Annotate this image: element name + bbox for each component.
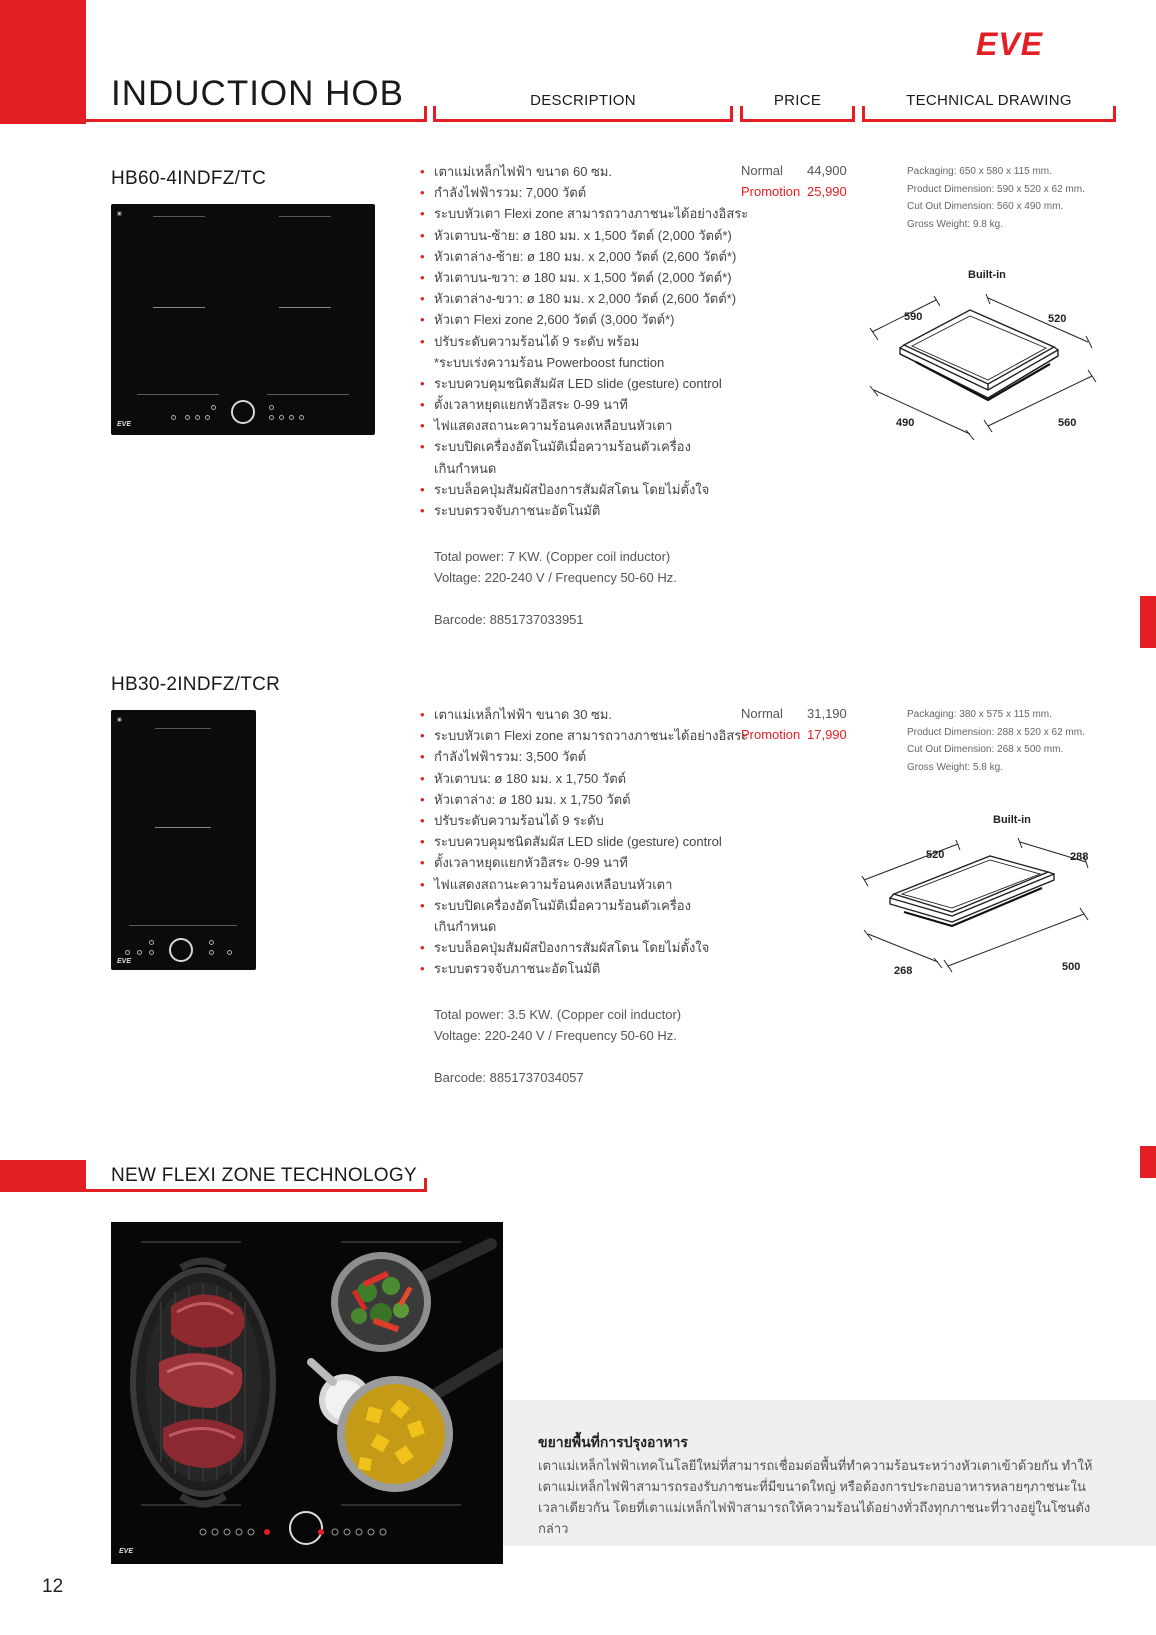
product-1-feature-item: • หัวเตาล่าง-ซ้าย: ø 180 มม. x 2,000 วัตต์ (2,600 วัตต์*) <box>420 246 748 267</box>
product-1-packaging: Packaging: 650 x 580 x 115 mm. <box>907 166 1052 177</box>
product-2-gross-weight: Gross Weight: 5.8 kg. <box>907 761 1003 773</box>
product-2-touch-control <box>209 950 214 955</box>
product-2-hob-brand: EVE <box>117 958 132 965</box>
flexi-photo-illustration <box>111 1222 503 1564</box>
product-1-dim-top-right: 520 <box>1048 313 1067 325</box>
product-2-feature-item: • หัวเตาล่าง: ø 180 มม. x 1,750 วัตต์ <box>420 789 748 810</box>
product-1-feature-item: • ระบบปิดเครื่องอัตโนมัติเมื่อความร้อนตัวเครื่อง <box>420 436 748 457</box>
product-2-promo-price-row <box>741 727 847 742</box>
flexi-zone-cooking-photo <box>111 1222 503 1564</box>
page-title: INDUCTION HOB <box>111 74 404 113</box>
product-2-feature-item: • ปรับระดับความร้อนได้ 9 ระดับ <box>420 810 748 831</box>
title-underline-tick <box>424 106 427 122</box>
product-1-hob-image <box>111 204 375 435</box>
product-2-control-knob <box>169 938 193 962</box>
product-1-hob-brand: EVE <box>117 421 132 428</box>
product-1-touch-control <box>211 405 216 410</box>
product-2-feature-item: • ระบบตรวจจับภาชนะอัตโนมัติ <box>420 958 748 979</box>
product-2-tech-specs <box>907 706 1085 776</box>
flexi-title-underline-tick <box>424 1178 427 1192</box>
flexi-title-underline <box>86 1189 427 1192</box>
product-1-touch-control <box>171 415 176 420</box>
product-2-dim-bottom-left: 268 <box>894 965 913 977</box>
product-1-zone-line <box>279 307 331 308</box>
right-edge-marker-1 <box>1140 596 1156 648</box>
product-1-control-knob <box>231 400 255 424</box>
product-2-zone-line <box>155 728 211 729</box>
product-2-feature-item: • กำลังไฟฟ้ารวม: 3,500 วัตต์ <box>420 746 748 767</box>
product-1-feature-item: • ระบบตรวจจับภาชนะอัตโนมัติ <box>420 500 748 521</box>
product-1-touch-control <box>269 415 274 420</box>
product-1-touch-control <box>185 415 190 420</box>
product-2-hob-corner-logo: ▣ <box>117 717 122 723</box>
product-2-feature-item: • ระบบล็อคปุ่มสัมผัสป้องการสัมผัสโดน โดยไม่ตั้งใจ <box>420 937 748 958</box>
product-1-feature-item: • ระบบควบคุมชนิดสัมผัส LED slide (gesture) control <box>420 373 748 394</box>
column-header-technical-drawing: TECHNICAL DRAWING <box>906 92 1072 109</box>
product-1-touch-control <box>269 405 274 410</box>
product-2-normal-price-row <box>741 706 847 721</box>
product-2-normal-price: 31,190 <box>807 706 847 721</box>
product-1-barcode: Barcode: 8851737033951 <box>434 612 584 627</box>
product-1-feature-item: เกินกำหนด <box>434 460 497 476</box>
description-underline-tick-right <box>730 106 733 122</box>
product-2-feature-item: • ระบบปิดเครื่องอัตโนมัติเมื่อความร้อนตัวเครื่อง <box>420 895 748 916</box>
drawing-underline-tick-left <box>862 106 865 122</box>
eve-logo <box>974 26 1064 62</box>
product-1-touch-control <box>289 415 294 420</box>
product-1-normal-price-row <box>741 163 847 178</box>
product-2-dim-top-left: 520 <box>926 849 945 861</box>
header-red-bar <box>0 0 86 124</box>
product-1-feature-item: • ปรับระดับความร้อนได้ 9 ระดับ พร้อม <box>420 331 748 352</box>
product-2-touch-control <box>125 950 130 955</box>
product-1-feature-item: • ระบบหัวเตา Flexi zone สามารถวางภาชนะได้อย่างอิสระ <box>420 203 748 224</box>
product-1-touch-control <box>299 415 304 420</box>
flexi-section-title: NEW FLEXI ZONE TECHNOLOGY <box>111 1165 417 1186</box>
product-1-feature-item: • หัวเตา Flexi zone 2,600 วัตต์ (3,000 วัตต์*) <box>420 309 748 330</box>
column-header-description: DESCRIPTION <box>530 92 636 109</box>
title-underline <box>86 119 427 122</box>
product-1-touch-control <box>205 415 210 420</box>
product-2-feature-item: • ไฟแสดงสถานะความร้อนคงเหลือบนหัวเตา <box>420 874 748 895</box>
product-1-hob-corner-logo: ▣ <box>117 211 122 217</box>
product-2-hob-image <box>111 710 256 970</box>
product-1-feature-item: • หัวเตาบน-ซ้าย: ø 180 มม. x 1,500 วัตต์ (2,000 วัตต์*) <box>420 225 748 246</box>
product-2-promo-label: Promotion <box>741 727 801 742</box>
product-1-cutout-dimension: Cut Out Dimension: 560 x 490 mm. <box>907 201 1064 212</box>
product-2-touch-control <box>149 940 154 945</box>
drawing-underline-tick-right <box>1113 106 1116 122</box>
product-1-feature-item: • กำลังไฟฟ้ารวม: 7,000 วัตต์ <box>420 182 748 203</box>
product-1-zone-line <box>137 394 219 395</box>
drawing-underline <box>862 119 1116 122</box>
product-1-gross-weight: Gross Weight: 9.8 kg. <box>907 218 1003 230</box>
product-1-zone-line <box>267 394 349 395</box>
flexi-description-heading: ขยายพื้นที่การปรุงอาหาร <box>538 1434 688 1450</box>
product-1-dim-bottom-left: 490 <box>896 417 915 429</box>
product-1-feature-item: • ไฟแสดงสถานะความร้อนคงเหลือบนหัวเตา <box>420 415 748 436</box>
product-2-touch-control <box>137 950 142 955</box>
product-1-built-in-label: Built-in <box>968 269 1006 281</box>
product-2-cutout-dimension: Cut Out Dimension: 268 x 500 mm. <box>907 744 1064 755</box>
product-1-voltage: Voltage: 220-240 V / Frequency 50-60 Hz. <box>434 570 677 585</box>
price-underline-tick-left <box>740 106 743 122</box>
product-1-dim-bottom-right: 560 <box>1058 417 1077 429</box>
product-2-voltage: Voltage: 220-240 V / Frequency 50-60 Hz. <box>434 1028 677 1043</box>
product-1-zone-line <box>279 216 331 217</box>
product-1-touch-control <box>279 415 284 420</box>
product-1-total-power: Total power: 7 KW. (Copper coil inductor) <box>434 549 671 564</box>
product-2-touch-control <box>227 950 232 955</box>
product-1-zone-line <box>153 307 205 308</box>
product-2-touch-control <box>209 940 214 945</box>
column-header-price: PRICE <box>773 92 822 109</box>
right-edge-marker-2 <box>1140 1146 1156 1178</box>
svg-text:EVE: EVE <box>976 26 1044 62</box>
product-2-barcode: Barcode: 8851737034057 <box>434 1070 584 1085</box>
price-underline <box>740 119 855 122</box>
product-1-touch-control <box>195 415 200 420</box>
product-2-feature-list <box>420 704 748 979</box>
product-1-feature-item: • หัวเตาล่าง-ขวา: ø 180 มม. x 2,000 วัตต์ (2,600 วัตต์*) <box>420 288 748 309</box>
product-1-feature-item: • ตั้งเวลาหยุดแยกหัวอิสระ 0-99 นาที <box>420 394 748 415</box>
product-2-total-power: Total power: 3.5 KW. (Copper coil inductor) <box>434 1007 682 1022</box>
page-number: 12 <box>42 1576 64 1597</box>
product-2-zone-line <box>155 827 211 828</box>
description-underline <box>433 119 733 122</box>
product-1-feature-item: • หัวเตาบน-ขวา: ø 180 มม. x 1,500 วัตต์ (2,000 วัตต์*) <box>420 267 748 288</box>
product-2-feature-item: • ระบบควบคุมชนิดสัมผัส LED slide (gesture) control <box>420 831 748 852</box>
product-2-dim-bottom-right: 500 <box>1062 961 1081 973</box>
product-1-promo-price: 25,990 <box>807 184 847 199</box>
product-1-normal-label: Normal <box>741 163 783 178</box>
flexi-description-body: เตาแม่เหล็กไฟฟ้าเทคโนโลยีใหม่ที่สามารถเชื่อมต่อพื้นที่ทำความร้อนระหว่างหัวเตาเข้าด้วยกัน ทำให้เตาแม่เหล็กไฟฟ้าสามารถรองรับภาชนะที่มีขนาดใหญ่ หรือต้องการประกอบอาหารหลายๆภาชนะในเวลาเดียวกัน โดยที่เตาแม่เหล็กไฟฟ้าสามารถให้ความร้อนได้อย่างทั่วถึงทุกภาชนะที่วางอยู่ในโซนดังกล่าว <box>538 1458 1093 1536</box>
product-1-feature-item: *ระบบเร่งความร้อน Powerboost function <box>434 354 665 370</box>
product-2-feature-item: เกินกำหนด <box>434 918 497 934</box>
product-1-zone-line <box>153 216 205 217</box>
product-2-dim-top-right: 288 <box>1070 851 1089 863</box>
product-2-normal-label: Normal <box>741 706 783 721</box>
product-1-tech-specs <box>907 163 1085 233</box>
product-2-feature-item: • ตั้งเวลาหยุดแยกหัวอิสระ 0-99 นาที <box>420 852 748 873</box>
product-2-feature-item: • หัวเตาบน: ø 180 มม. x 1,750 วัตต์ <box>420 768 748 789</box>
product-2-promo-price: 17,990 <box>807 727 847 742</box>
flexi-photo-brand: EVE <box>119 1548 134 1555</box>
section-red-bar <box>0 1160 86 1192</box>
product-1-promo-label: Promotion <box>741 184 801 199</box>
product-2-feature-item: • ระบบหัวเตา Flexi zone สามารถวางภาชนะได้อย่างอิสระ <box>420 725 748 746</box>
description-underline-tick-left <box>433 106 436 122</box>
product-1-technical-drawing <box>860 290 1110 440</box>
product-1-model: HB60-4INDFZ/TC <box>111 168 267 189</box>
product-2-built-in-label: Built-in <box>993 814 1031 826</box>
product-1-feature-item: • ระบบล็อคปุ่มสัมผัสป้องการสัมผัสโดน โดยไม่ตั้งใจ <box>420 479 748 500</box>
price-underline-tick-right <box>852 106 855 122</box>
product-2-feature-item: • เตาแม่เหล็กไฟฟ้า ขนาด 30 ซม. <box>420 704 748 725</box>
product-1-promo-price-row <box>741 184 847 199</box>
product-1-feature-item: • เตาแม่เหล็กไฟฟ้า ขนาด 60 ซม. <box>420 161 748 182</box>
product-1-dim-top-left: 590 <box>904 311 923 323</box>
product-2-zone-line <box>129 925 237 926</box>
product-2-product-dimension: Product Dimension: 288 x 520 x 62 mm. <box>907 726 1085 738</box>
product-1-feature-list <box>420 161 748 521</box>
product-2-packaging: Packaging: 380 x 575 x 115 mm. <box>907 709 1052 720</box>
product-1-normal-price: 44,900 <box>807 163 847 178</box>
product-2-touch-control <box>149 950 154 955</box>
product-2-model: HB30-2INDFZ/TCR <box>111 674 281 695</box>
product-2-technical-drawing <box>860 838 1120 988</box>
product-1-product-dimension: Product Dimension: 590 x 520 x 62 mm. <box>907 183 1085 195</box>
